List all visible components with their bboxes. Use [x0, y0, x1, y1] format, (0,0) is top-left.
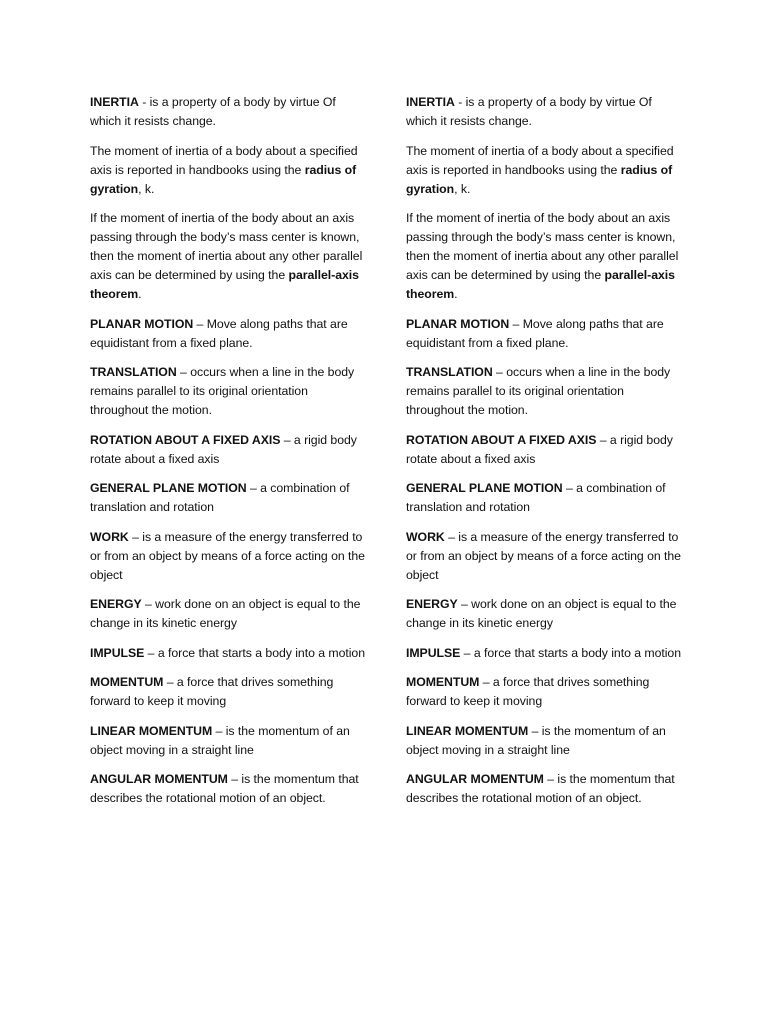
- definition-text: – is a measure of the energy transferred to or from an object by means of a force acting on the object: [406, 529, 681, 582]
- definition-text: – a combination of translation and rotation: [406, 481, 666, 514]
- definition-paragraph: [90, 673, 366, 711]
- definition-text: – is the momentum of an object moving in a straight line: [90, 723, 350, 757]
- term-label: WORK: [90, 529, 129, 544]
- definition-text: – work done on an object is equal to the change in its kinetic energy: [90, 597, 361, 630]
- term-label: radius of gyration: [406, 162, 673, 196]
- term-label: ENERGY: [90, 597, 142, 611]
- definition-paragraph: [406, 209, 682, 304]
- definition-paragraph: [90, 528, 366, 585]
- definition-paragraph: [90, 142, 366, 199]
- definition-text: – Move along paths that are equidistant from a fixed plane.: [90, 316, 348, 350]
- term-label: parallel-axis theorem: [406, 268, 675, 301]
- definition-paragraph: [90, 722, 366, 760]
- definition-text: – a rigid body rotate about a fixed axis: [406, 432, 673, 466]
- definition-text: , k.: [138, 181, 155, 196]
- term-label: LINEAR MOMENTUM: [90, 723, 213, 738]
- term-label: IMPULSE: [406, 645, 461, 660]
- definition-text: – a force that starts a body into a motion: [460, 645, 681, 660]
- term-label: TRANSLATION: [406, 365, 493, 379]
- term-label: ANGULAR MOMENTUM: [90, 772, 228, 786]
- term-label: PLANAR MOTION: [90, 316, 194, 331]
- definition-paragraph: [90, 479, 366, 517]
- definition-paragraph: [406, 479, 682, 517]
- term-label: parallel-axis theorem: [90, 268, 359, 301]
- definition-text: The moment of inertia of a body about a specified axis is reported in handbooks using the: [90, 143, 358, 177]
- definition-paragraph: [90, 770, 366, 808]
- definition-text: – a combination of translation and rotation: [90, 481, 350, 514]
- definition-paragraph: [406, 770, 682, 808]
- term-label: IMPULSE: [90, 645, 145, 660]
- definition-paragraph: [90, 644, 366, 663]
- definition-paragraph: [406, 644, 682, 663]
- definition-paragraph: [406, 93, 682, 131]
- definition-paragraph: [406, 315, 682, 353]
- definition-paragraph: [406, 595, 682, 633]
- definition-text: – occurs when a line in the body remains parallel to its original orientation throughout the motion.: [406, 365, 671, 417]
- definition-paragraph: [406, 142, 682, 199]
- left-column: [90, 93, 366, 819]
- term-label: radius of gyration: [90, 162, 357, 196]
- definition-paragraph: [406, 363, 682, 420]
- definition-text: – is the momentum that describes the rotational motion of an object.: [90, 772, 359, 805]
- definition-text: If the moment of inertia of the body about an axis passing through the body’s mass center is known, then the moment of inertia about any other parallel axis can be determined by using the: [90, 211, 363, 282]
- definition-text: – is the momentum of an object moving in a straight line: [406, 723, 666, 757]
- definition-text: - is a property of a body by virtue Of which it resists change.: [90, 95, 336, 128]
- right-column: [406, 93, 682, 819]
- term-label: ENERGY: [406, 597, 458, 611]
- definition-paragraph: [406, 673, 682, 711]
- definition-paragraph: [406, 431, 682, 469]
- definition-text: .: [138, 287, 142, 301]
- term-label: WORK: [406, 529, 445, 544]
- definition-text: – Move along paths that are equidistant from a fixed plane.: [406, 316, 664, 350]
- term-label: INERTIA: [90, 95, 139, 109]
- definition-text: – a force that starts a body into a motion: [144, 645, 365, 660]
- definition-paragraph: [90, 431, 366, 469]
- term-label: ROTATION ABOUT A FIXED AXIS: [406, 432, 597, 447]
- definition-paragraph: [90, 209, 366, 304]
- definition-text: - is a property of a body by virtue Of which it resists change.: [406, 95, 652, 128]
- term-label: TRANSLATION: [90, 365, 177, 379]
- definition-text: – is the momentum that describes the rotational motion of an object.: [406, 772, 675, 805]
- term-label: PLANAR MOTION: [406, 316, 510, 331]
- term-label: GENERAL PLANE MOTION: [90, 481, 247, 495]
- definition-text: – is a measure of the energy transferred to or from an object by means of a force acting on the object: [90, 529, 365, 582]
- term-label: LINEAR MOMENTUM: [406, 723, 529, 738]
- definition-paragraph: [90, 315, 366, 353]
- term-label: INERTIA: [406, 95, 455, 109]
- definition-text: – a force that drives something forward to keep it moving: [90, 675, 334, 708]
- definition-paragraph: [90, 363, 366, 420]
- definition-text: – occurs when a line in the body remains parallel to its original orientation throughout the motion.: [90, 365, 355, 417]
- definition-text: The moment of inertia of a body about a specified axis is reported in handbooks using the: [406, 143, 674, 177]
- definition-text: – a rigid body rotate about a fixed axis: [90, 432, 357, 466]
- definition-paragraph: [90, 93, 366, 131]
- definition-paragraph: [406, 722, 682, 760]
- term-label: MOMENTUM: [90, 675, 164, 689]
- definition-text: If the moment of inertia of the body about an axis passing through the body’s mass center is known, then the moment of inertia about any other parallel axis can be determined by using the: [406, 211, 679, 282]
- definition-text: – a force that drives something forward to keep it moving: [406, 675, 650, 708]
- definition-paragraph: [406, 528, 682, 585]
- term-label: ANGULAR MOMENTUM: [406, 772, 544, 786]
- term-label: ROTATION ABOUT A FIXED AXIS: [90, 432, 281, 447]
- definition-paragraph: [90, 595, 366, 633]
- definition-text: , k.: [454, 181, 471, 196]
- term-label: GENERAL PLANE MOTION: [406, 481, 563, 495]
- definition-text: .: [454, 287, 458, 301]
- term-label: MOMENTUM: [406, 675, 480, 689]
- definition-text: – work done on an object is equal to the change in its kinetic energy: [406, 597, 677, 630]
